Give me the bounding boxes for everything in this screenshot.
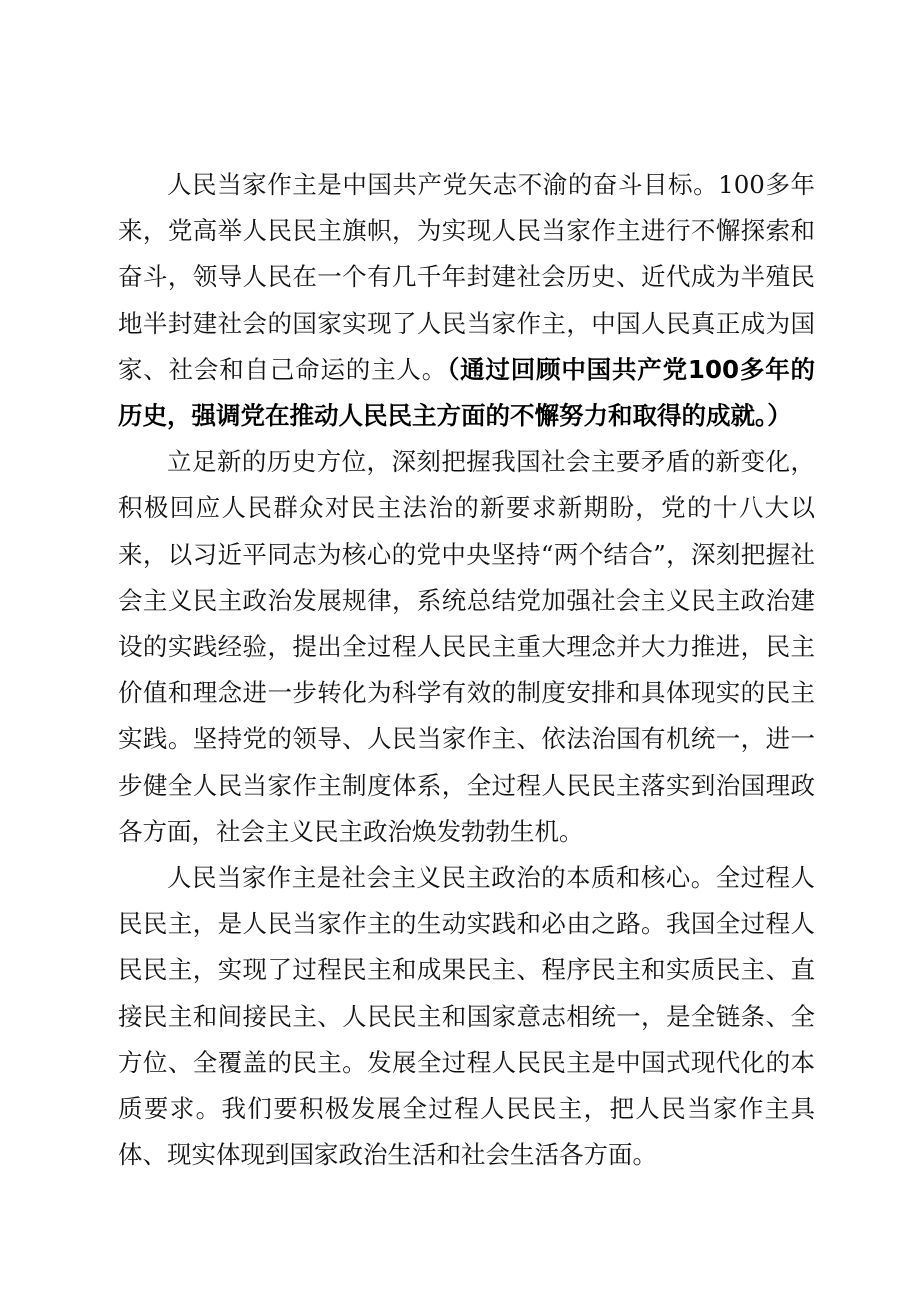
paragraph-1 [118, 162, 815, 439]
paragraph-1-emphasis-note: （通过回顾中国共产党100多年的历史，强调党在推动人民民主方面的不懈努力和取得的成就。） [118, 354, 816, 431]
paragraph-3 [118, 855, 815, 1178]
document-body [118, 162, 815, 1178]
paragraph-3-text: 人民当家作主是社会主义民主政治的本质和核心。全过程人民民主，是人民当家作主的生动实践和必由之路。我国全过程人民民主，实现了过程民主和成果民主、程序民主和实质民主、直接民主和间接民主、人民民主和国家意志相统一，是全链条、全方位、全覆盖的民主。发展全过程人民民主是中国式现代化的本质要求。我们要积极发展全过程人民民主，把人民当家作主具体、现实体现到国家政治生活和社会生活各方面。 [118, 863, 815, 1170]
paragraph-1-text: 人民当家作主是中国共产党矢志不渝的奋斗目标。100多年来，党高举人民民主旗帜，为实现人民当家作主进行不懈探索和奋斗，领导人民在一个有几千年封建社会历史、近代成为半殖民地半封建社会的国家实现了人民当家作主，中国人民真正成为国家、社会和自己命运的主人。 [118, 170, 815, 384]
paragraph-2-text: 立足新的历史方位，深刻把握我国社会主要矛盾的新变化，积极回应人民群众对民主法治的新要求新期盼，党的十八大以来，以习近平同志为核心的党中央坚持“两个结合”，深刻把握社会主义民主政治发展规律，系统总结党加强社会主义民主政治建设的实践经验，提出全过程人民民主重大理念并大力推进，民主价值和理念进一步转化为科学有效的制度安排和具体现实的民主实践。坚持党的领导、人民当家作主、依法治国有机统一，进一步健全人民当家作主制度体系，全过程人民民主落实到治国理政各方面，社会主义民主政治焕发勃勃生机。 [118, 447, 815, 846]
paragraph-2 [118, 439, 815, 855]
